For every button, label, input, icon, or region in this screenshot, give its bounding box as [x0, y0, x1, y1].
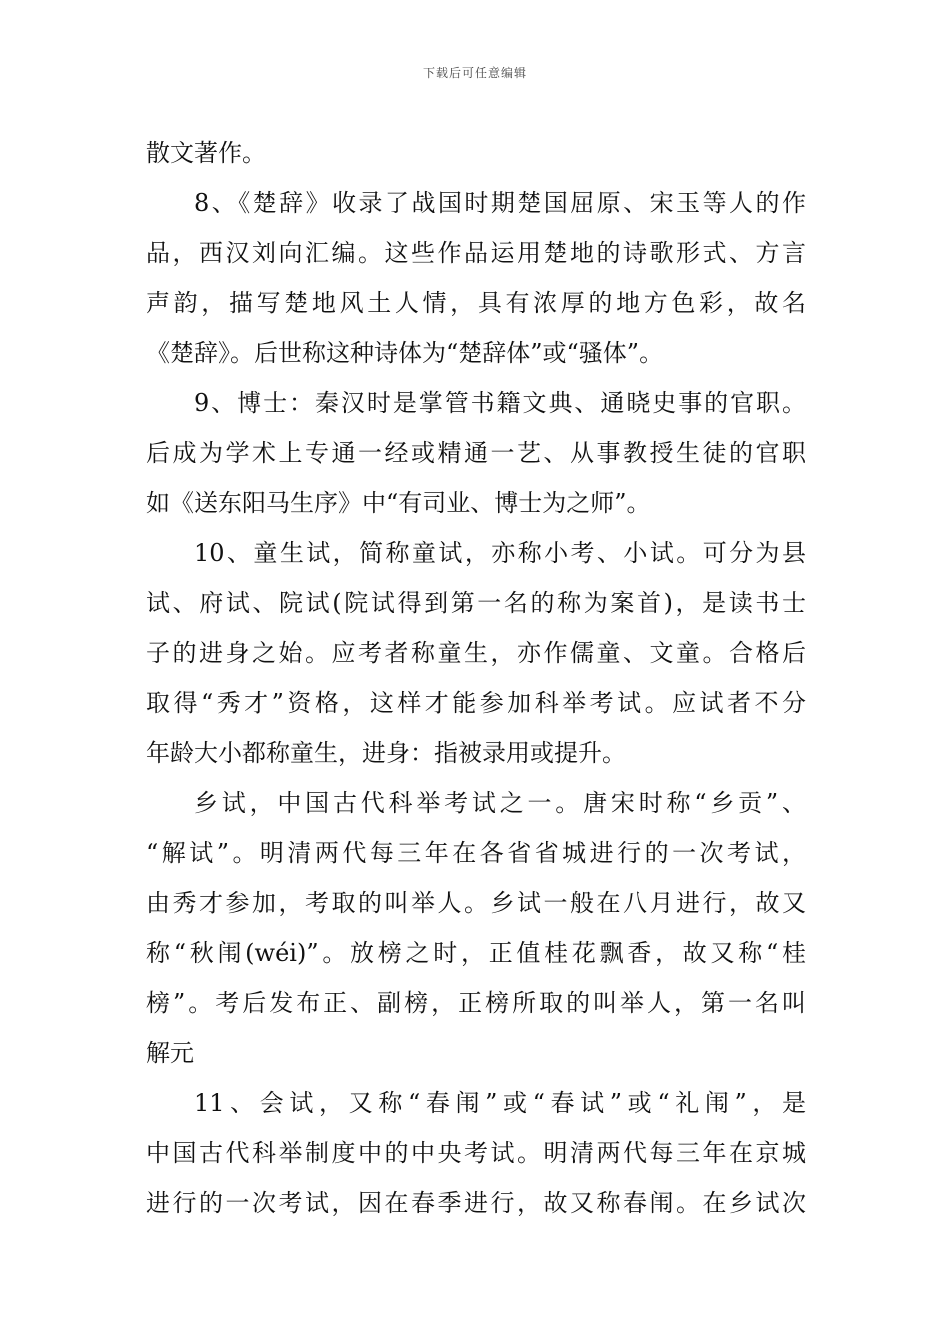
- text-line: 年龄大小都称童生，进身：指被录用或提升。: [146, 739, 626, 767]
- text-line: 子的进身之始。应考者称童生，亦作儒童、文童。合格后: [146, 639, 806, 667]
- text-line: 乡试，中国古代科举考试之一。唐宋时称“乡贡”、: [194, 789, 806, 817]
- document-body: [146, 128, 806, 1228]
- text-line: 品，西汉刘向汇编。这些作品运用楚地的诗歌形式、方言: [146, 239, 806, 267]
- text-line: 榜”。考后发布正、副榜，正榜所取的叫举人，第一名叫: [146, 989, 806, 1017]
- text-line: 进行的一次考试，因在春季进行，故又称春闱。在乡试次: [146, 1189, 806, 1217]
- text-line: 取得“秀才”资格，这样才能参加科举考试。应试者不分: [146, 689, 806, 717]
- text-line: “解试”。明清两代每三年在各省省城进行的一次考试，: [146, 839, 806, 867]
- text-line: 如《送东阳马生序》中“有司业、博士为之师”。: [146, 489, 651, 517]
- text-line: 称“秋闱(wéi)”。放榜之时，正值桂花飘香，故又称“桂: [146, 939, 806, 967]
- text-line: 试、府试、院试(院试得到第一名的称为案首)，是读书士: [146, 589, 806, 617]
- text-line: 散文著作。: [146, 139, 266, 167]
- text-line: 声韵，描写楚地风土人情，具有浓厚的地方色彩，故名: [146, 289, 806, 317]
- text-line: 11、会试，又称“春闱”或“春试”或“礼闱”，是: [194, 1089, 806, 1117]
- text-line: 后成为学术上专通一经或精通一艺、从事教授生徒的官职: [146, 439, 806, 467]
- text-line: 10、童生试，简称童试，亦称小考、小试。可分为县: [194, 539, 806, 567]
- text-line: 由秀才参加，考取的叫举人。乡试一般在八月进行，故又: [146, 889, 806, 917]
- text-line: 中国古代科举制度中的中央考试。明清两代每三年在京城: [146, 1139, 806, 1167]
- text-line: 8、《楚辞》收录了战国时期楚国屈原、宋玉等人的作: [194, 189, 806, 217]
- text-line: 9、博士：秦汉时是掌管书籍文典、通晓史事的官职。: [194, 389, 806, 417]
- text-line: 解元: [146, 1039, 194, 1067]
- page-header: 下载后可任意编辑: [422, 66, 527, 80]
- text-line: 《楚辞》。后世称这种诗体为“楚辞体”或“骚体”。: [146, 339, 664, 367]
